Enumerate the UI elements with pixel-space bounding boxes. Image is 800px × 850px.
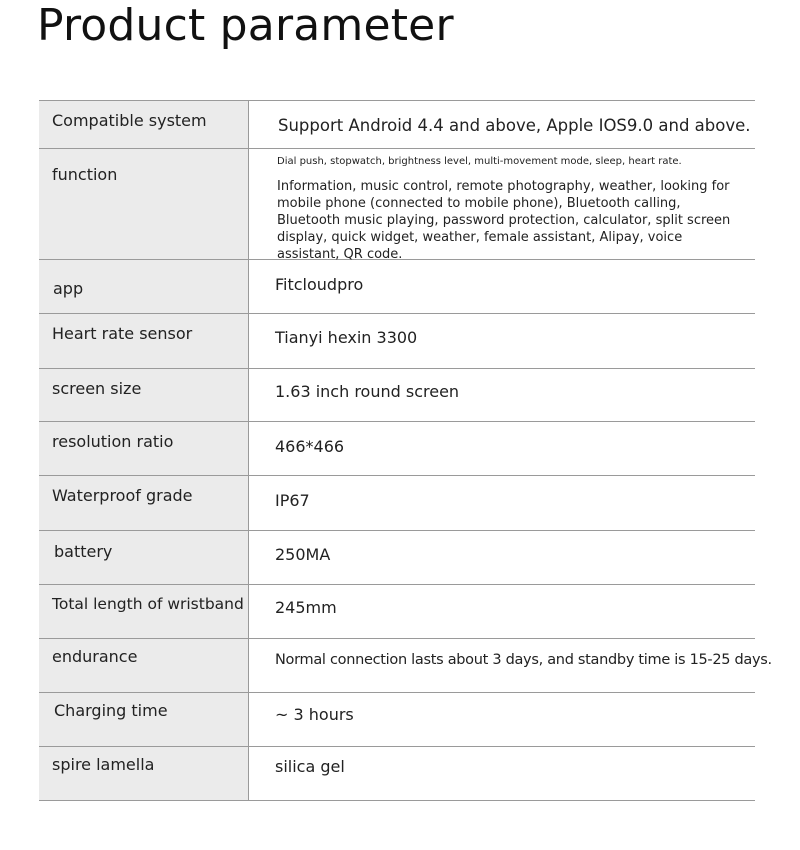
function-detail-text: Information, music control, remote photography, weather, looking for mobile phone (connected to mobile phone), Bluetooth calling, Bluetooth music playing, password protection, calculator, split screen display, quick widget, weather, female assistant, Alipay, voice assistant, QR code. xyxy=(277,179,731,262)
row-value: 466*466 xyxy=(275,437,345,456)
row-label: Total length of wristband xyxy=(39,585,249,638)
table-row-app xyxy=(39,259,755,313)
row-value: IP67 xyxy=(275,491,310,510)
table-row-resolution-ratio xyxy=(39,421,755,475)
table-row-compatible-system xyxy=(39,100,755,148)
table-row-total-length-of-wristband xyxy=(39,584,755,638)
table-row-heart-rate-sensor xyxy=(39,313,755,368)
table-row-waterproof-grade xyxy=(39,475,755,530)
row-value: Support Android 4.4 and above, Apple IOS9.0 and above. xyxy=(278,116,751,135)
table-row-charging-time xyxy=(39,692,755,746)
table-row-battery xyxy=(39,530,755,584)
row-value-function xyxy=(249,149,755,262)
table-row-screen-size xyxy=(39,368,755,421)
row-label: function xyxy=(39,149,249,259)
row-value: 245mm xyxy=(275,598,337,617)
row-value: ~ 3 hours xyxy=(275,705,354,724)
row-label: Compatible system xyxy=(39,101,249,148)
row-label: battery xyxy=(39,531,249,584)
row-label: Waterproof grade xyxy=(39,476,249,530)
row-value: Tianyi hexin 3300 xyxy=(275,328,418,347)
row-label: screen size xyxy=(39,369,249,421)
row-value: silica gel xyxy=(275,757,345,776)
table-row-spire-lamella xyxy=(39,746,755,801)
parameter-table xyxy=(39,100,772,801)
row-label: Heart rate sensor xyxy=(39,314,249,368)
row-label: endurance xyxy=(39,639,249,692)
row-value: 250MA xyxy=(275,545,331,564)
table-row-function xyxy=(39,148,755,262)
function-summary-text: Dial push, stopwatch, brightness level, multi-movement mode, sleep, heart rate. xyxy=(277,156,682,167)
row-value: 1.63 inch round screen xyxy=(275,382,460,401)
table-row-endurance xyxy=(39,638,772,692)
row-label: Charging time xyxy=(39,693,249,746)
row-label: resolution ratio xyxy=(39,422,249,475)
row-label: app xyxy=(39,260,249,313)
row-value: Normal connection lasts about 3 days, and standby time is 15-25 days. xyxy=(275,652,772,668)
page-title: Product parameter xyxy=(37,0,454,51)
row-label: spire lamella xyxy=(39,747,249,800)
row-value: Fitcloudpro xyxy=(275,275,364,294)
